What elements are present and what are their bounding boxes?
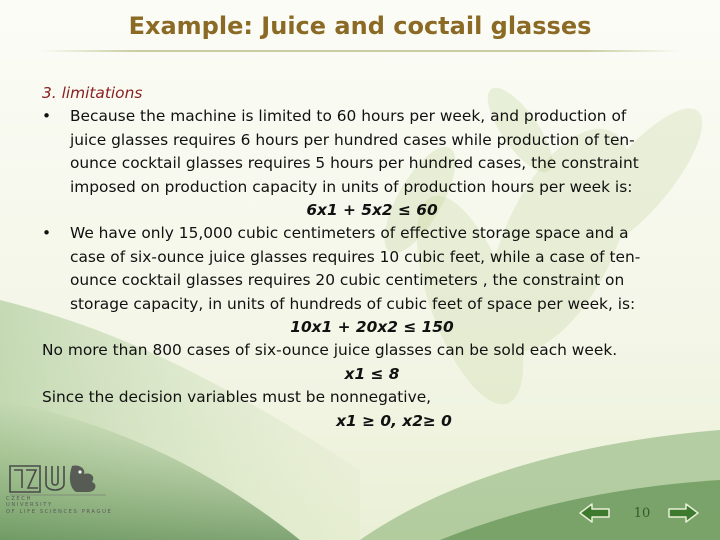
- arrow-right-icon[interactable]: [666, 502, 700, 524]
- equation-capacity: 6x1 + 5x2 ≤ 60: [306, 201, 438, 220]
- slide-content: [42, 82, 672, 433]
- equation-demand: x1 ≤ 8: [344, 364, 400, 383]
- university-logo-text: [6, 496, 116, 515]
- demand-text: No more than 800 cases of six-ounce juice glasses can be sold each week.: [42, 341, 618, 360]
- logo-text-line: CZECH: [6, 496, 32, 502]
- logo-text-line: OF LIFE SCIENCES PRAGUE: [6, 508, 113, 515]
- bullet-line: Because the machine is limited to 60 hours per week, and production of: [70, 107, 627, 126]
- bullet-line: juice glasses requires 6 hours per hundred cases while production of ten-: [70, 130, 635, 149]
- bullet-line: imposed on production capacity in units of production hours per week is:: [70, 177, 633, 196]
- bullet-line: We have only 15,000 cubic centimeters of effective storage space and a: [70, 224, 629, 243]
- bullet-line: ounce cocktail glasses requires 20 cubic centimeters , the constraint on: [70, 271, 625, 290]
- equation-storage: 10x1 + 20x2 ≤ 150: [290, 318, 454, 337]
- bullet-item: [42, 105, 672, 199]
- bullet-line: storage capacity, in units of hundreds of cubic feet of space per week, is:: [70, 294, 636, 313]
- logo-text-line: UNIVERSITY: [6, 502, 53, 509]
- slide-title: Example: Juice and coctail glasses: [128, 12, 592, 40]
- bullet-mark: •: [42, 107, 52, 126]
- bullet-item: [42, 222, 672, 316]
- nonnegativity-text: Since the decision variables must be nonnegative,: [42, 388, 432, 407]
- section-heading: 3. limitations: [42, 84, 143, 102]
- equation-nonnegativity: x1 ≥ 0, x2≥ 0: [336, 411, 452, 430]
- bullet-mark: •: [42, 224, 52, 243]
- arrow-left-icon[interactable]: [578, 502, 612, 524]
- bullet-line: ounce cocktail glasses requires 5 hours per hundred cases, the constraint: [70, 154, 639, 173]
- title-divider: [40, 50, 680, 52]
- page-number: 10: [633, 506, 651, 521]
- bullet-line: case of six-ounce juice glasses requires 10 cubic feet, while a case of ten-: [70, 247, 641, 266]
